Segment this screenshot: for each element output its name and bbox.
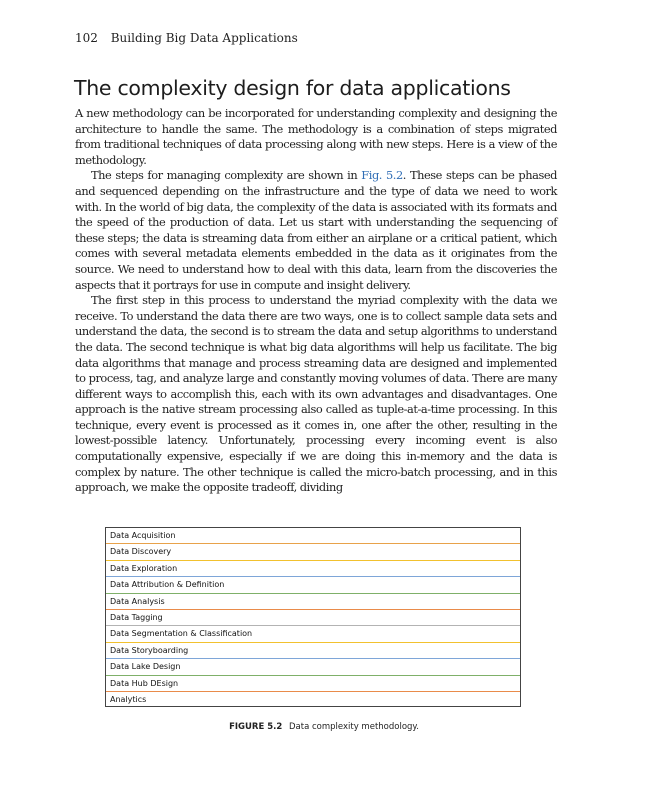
methodology-step: Data Segmentation & Classification bbox=[106, 626, 520, 642]
figure-caption bbox=[0, 722, 648, 732]
methodology-step: Data Hub DEsign bbox=[106, 676, 520, 692]
paragraph-2 bbox=[75, 168, 557, 293]
methodology-step: Data Acquisition bbox=[106, 528, 520, 544]
section-title: The complexity design for data applications bbox=[74, 76, 511, 100]
body-text bbox=[75, 106, 557, 496]
methodology-figure bbox=[105, 527, 521, 707]
figure-label: FIGURE 5.2 bbox=[229, 722, 283, 732]
figure-caption-text: Data complexity methodology. bbox=[288, 722, 419, 732]
paragraph-2-rest: . These steps can be phased and sequenced depending on the infrastructure and the type of data we need to work with. In the world of big data, the complexity of the data is associated with its formats and the speed of the production of data. Let us start with understanding the sequencing of these steps; the data is streaming data from either an airplane or a critical patient, which comes with several metadata elements embedded in the data as it originates from the source. We need to understand how to deal with this data, learn from the discoveries the aspects that it portrays for use in compute and insight delivery. bbox=[75, 168, 557, 292]
methodology-step: Data Lake Design bbox=[106, 659, 520, 675]
methodology-step: Data Storyboarding bbox=[106, 643, 520, 659]
methodology-step: Analytics bbox=[110, 694, 147, 704]
methodology-step: Data Attribution & Definition bbox=[106, 577, 520, 593]
running-head bbox=[75, 31, 298, 45]
paragraph-1: A new methodology can be incorporated for understanding complexity and designing the architecture to handle the same. The methodology is a combination of steps migrated from traditional techniques of data processing along with new steps. Here is a view of the methodology. bbox=[75, 106, 557, 167]
methodology-step: Data Analysis bbox=[106, 594, 520, 610]
methodology-step: Data Tagging bbox=[106, 610, 520, 626]
paragraph-2-lead: The steps for managing complexity are shown in bbox=[91, 168, 362, 183]
page-number: 102 bbox=[75, 31, 98, 45]
methodology-step: Data Discovery bbox=[106, 544, 520, 560]
book-title: Building Big Data Applications bbox=[110, 31, 298, 45]
paragraph-3: The first step in this process to understand the myriad complexity with the data we receive. To understand the data there are two ways, one is to collect sample data sets and understand the data, the second is to stream the data and setup algorithms to understand the data. The second technique is what big data algorithms will help us facilitate. The big data algorithms that manage and process streaming data are designed and implemented to process, tag, and analyze large and constantly moving volumes of data. There are many different ways to accomplish this, each with its own advantages and disadvantages. One approach is the native stream processing also called as tuple-at-a-time processing. In this technique, every event is processed as it comes in, one after the other, resulting in the lowest-possible latency. Unfortunately, processing every incoming event is also computationally expensive, especially if we are doing this in-memory and the data is complex by nature. The other technique is called the micro-batch processing, and in this approach, we make the opposite tradeoff, dividing bbox=[75, 293, 557, 495]
figure-reference-link[interactable]: Fig. 5.2 bbox=[361, 168, 403, 183]
methodology-step: Data Exploration bbox=[106, 561, 520, 577]
